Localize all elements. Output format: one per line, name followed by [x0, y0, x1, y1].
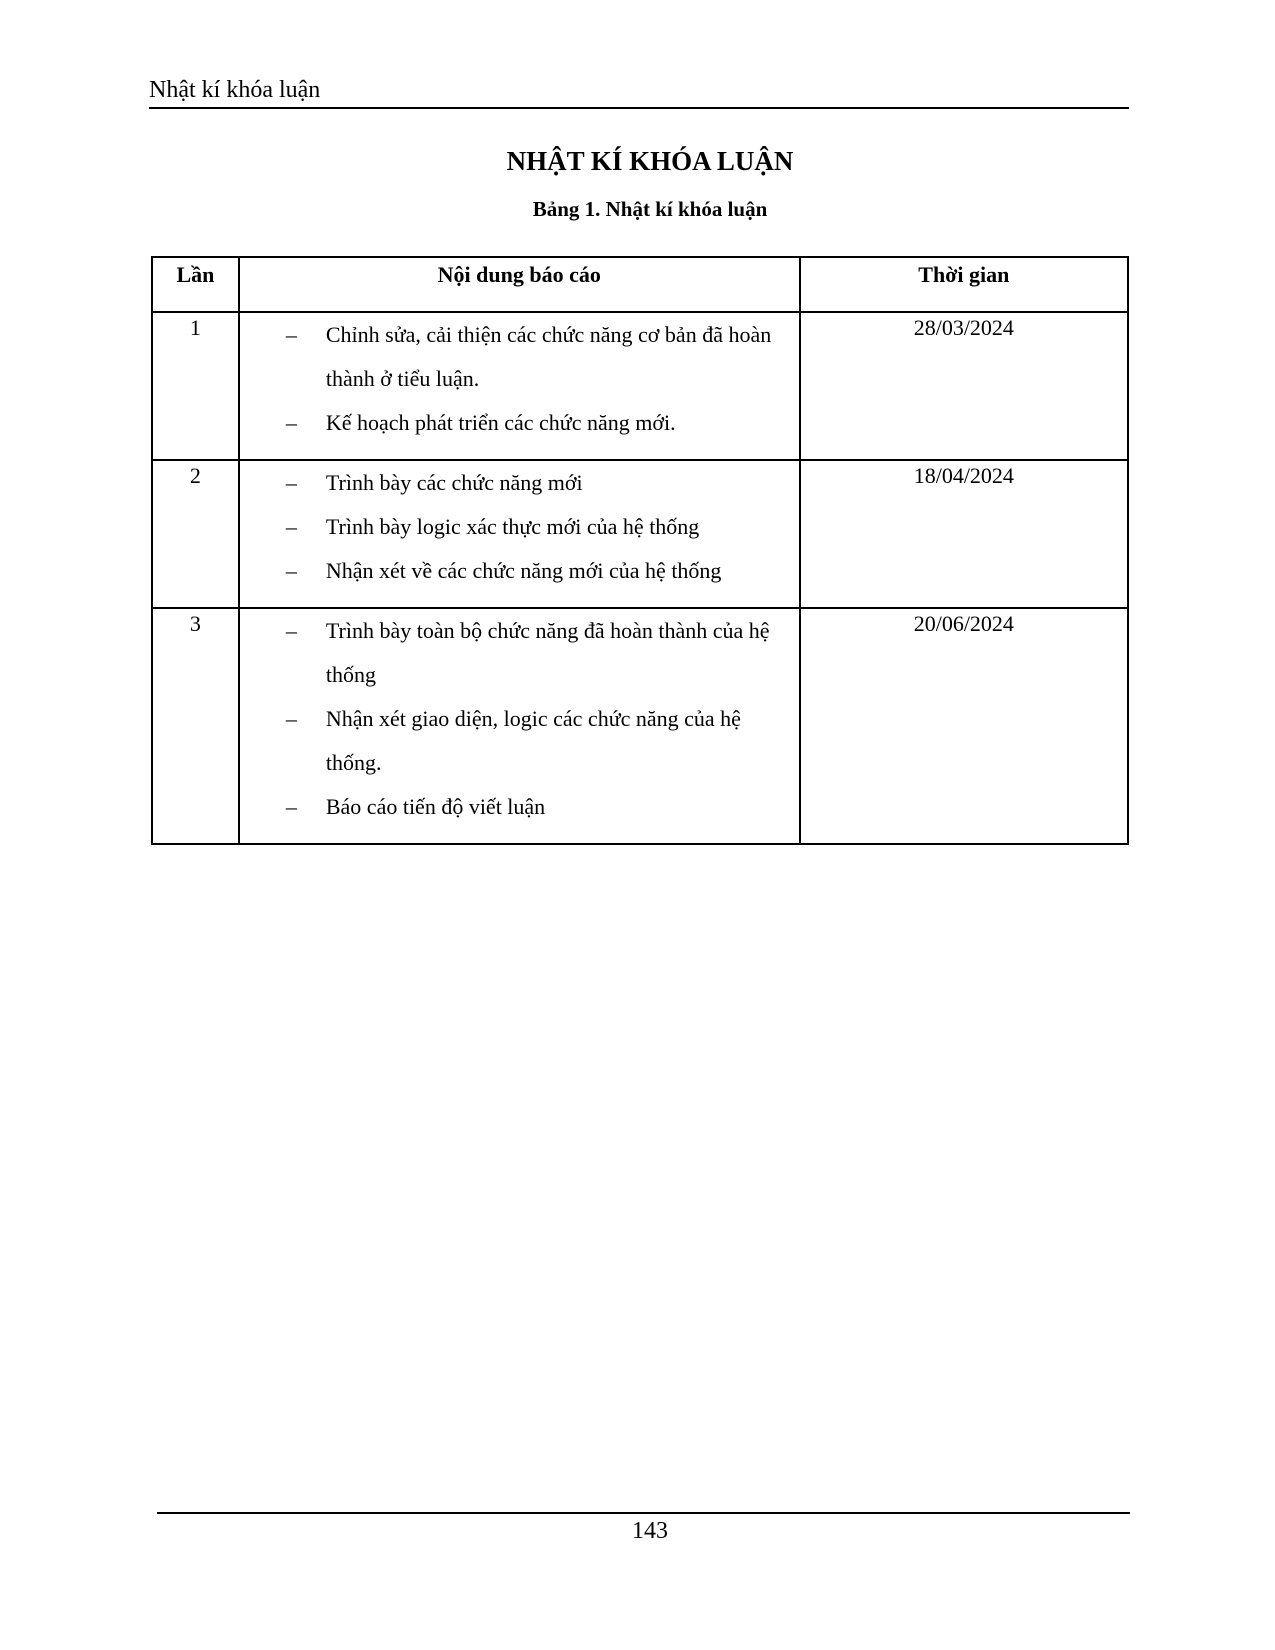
list-item [240, 785, 799, 829]
dash-bullet: – [285, 470, 297, 495]
list-item-text: Báo cáo tiến độ viết luận [325, 794, 546, 819]
table-row [152, 312, 1128, 460]
row-date: 20/06/2024 [800, 608, 1128, 844]
row-number: 1 [152, 312, 239, 460]
row-content [239, 460, 800, 608]
list-item [240, 697, 799, 785]
dash-bullet: – [285, 410, 297, 435]
list-item [240, 549, 799, 593]
header-divider [149, 107, 1129, 109]
table-header-row [152, 257, 1128, 312]
dash-bullet: – [285, 558, 297, 583]
list-item [240, 401, 799, 445]
header-cell-date: Thời gian [800, 257, 1128, 312]
footer-divider [157, 1512, 1130, 1514]
table-row [152, 608, 1128, 844]
page-number: 143 [632, 1518, 668, 1544]
running-header: Nhật kí khóa luận [149, 77, 321, 103]
report-log-table [151, 256, 1129, 845]
row-number: 2 [152, 460, 239, 608]
list-item-text: Trình bày logic xác thực mới của hệ thống [325, 514, 700, 539]
page-title: NHẬT KÍ KHÓA LUẬN [506, 146, 794, 176]
dash-bullet: – [285, 514, 297, 539]
header-cell-content: Nội dung báo cáo [239, 257, 800, 312]
row-content [239, 312, 800, 460]
row-number: 3 [152, 608, 239, 844]
list-item-text: Trình bày các chức năng mới [325, 470, 583, 495]
table-row [152, 460, 1128, 608]
list-item [240, 505, 799, 549]
list-item-text: Nhận xét về các chức năng mới của hệ thống [325, 558, 722, 583]
list-item-text: Nhận xét giao diện, logic các chức năng của hệ thống. [325, 706, 741, 775]
dash-bullet: – [285, 322, 297, 347]
table-caption: Bảng 1. Nhật kí khóa luận [532, 197, 768, 221]
list-item-text: Chỉnh sửa, cải thiện các chức năng cơ bản đã hoàn thành ở tiểu luận. [325, 322, 772, 391]
list-item-text: Trình bày toàn bộ chức năng đã hoàn thành của hệ thống [325, 618, 770, 687]
row-date: 28/03/2024 [800, 312, 1128, 460]
list-item-text: Kế hoạch phát triển các chức năng mới. [325, 410, 676, 435]
header-cell-number: Lần [152, 257, 239, 312]
row-date: 18/04/2024 [800, 460, 1128, 608]
dash-bullet: – [285, 706, 297, 731]
list-item [240, 609, 799, 697]
list-item [240, 313, 799, 401]
list-item [240, 461, 799, 505]
dash-bullet: – [285, 794, 297, 819]
row-content [239, 608, 800, 844]
dash-bullet: – [285, 618, 297, 643]
